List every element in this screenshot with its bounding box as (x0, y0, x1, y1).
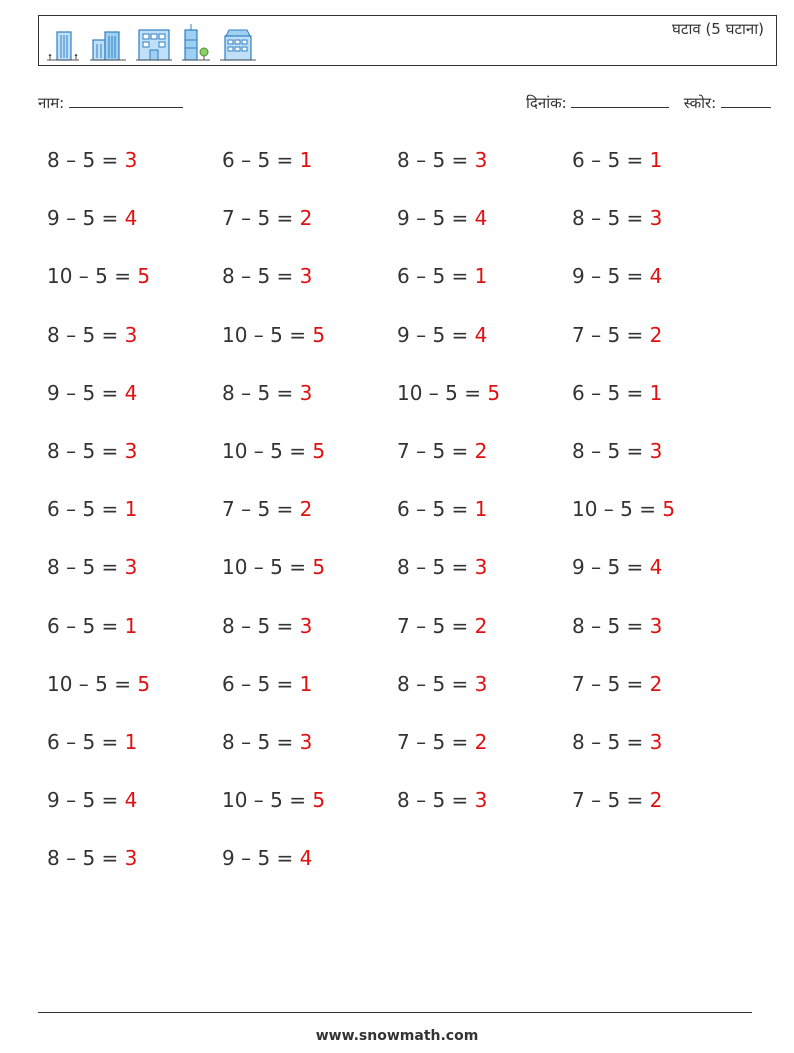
problem-item (222, 378, 397, 436)
problem-question: 8 – 5 = (47, 438, 125, 463)
problem-item (222, 145, 397, 203)
name-blank[interactable] (69, 93, 183, 108)
problem-question: 10 – 5 = (47, 671, 138, 696)
problem-answer: 2 (299, 497, 313, 522)
problem-question: 10 – 5 = (222, 555, 313, 580)
problem-question: 7 – 5 = (222, 497, 300, 522)
problem-item (47, 611, 222, 669)
problem-item (47, 203, 222, 261)
problem-answer: 4 (299, 846, 313, 871)
problem-answer: 2 (474, 613, 488, 638)
problem-answer: 1 (474, 497, 488, 522)
problem-answer: 2 (649, 322, 663, 347)
problem-question: 10 – 5 = (47, 264, 138, 289)
problem-item (397, 320, 572, 378)
problem-answer: 4 (124, 380, 138, 405)
problem-answer: 4 (649, 555, 663, 580)
problem-answer: 3 (474, 671, 488, 696)
problem-item (47, 727, 222, 785)
problem-question: 7 – 5 = (222, 206, 300, 231)
header-icons (45, 22, 257, 62)
problem-item (222, 727, 397, 785)
problem-question: 9 – 5 = (572, 264, 650, 289)
building-icon (45, 26, 81, 62)
problem-answer: 2 (299, 206, 313, 231)
problem-answer: 3 (299, 264, 313, 289)
problem-answer: 3 (124, 555, 138, 580)
problem-question: 6 – 5 = (572, 380, 650, 405)
problem-item (47, 378, 222, 436)
problem-item (222, 843, 397, 901)
problem-answer: 1 (299, 671, 313, 696)
problem-question: 9 – 5 = (47, 788, 125, 813)
problem-item (572, 145, 747, 203)
footer-divider (38, 1012, 752, 1013)
building-icon (219, 24, 257, 62)
name-label: नाम: (38, 94, 65, 112)
problem-question: 9 – 5 = (47, 380, 125, 405)
problem-answer: 5 (487, 380, 501, 405)
problem-item (222, 785, 397, 843)
problem-question: 6 – 5 = (397, 264, 475, 289)
problem-question: 6 – 5 = (47, 729, 125, 754)
problem-answer: 4 (474, 206, 488, 231)
problem-item (222, 494, 397, 552)
problem-item (47, 785, 222, 843)
worksheet-header (38, 15, 777, 66)
name-field[interactable] (38, 93, 183, 113)
problem-item (397, 378, 572, 436)
problem-question: 7 – 5 = (572, 788, 650, 813)
problem-item (397, 727, 572, 785)
problem-item (222, 669, 397, 727)
building-icon (181, 22, 211, 62)
worksheet-title: घटाव (5 घटाना) (672, 20, 764, 38)
problem-question: 7 – 5 = (397, 613, 475, 638)
problem-item (222, 320, 397, 378)
problem-question: 9 – 5 = (397, 206, 475, 231)
problem-answer: 1 (299, 148, 313, 172)
problem-question: 8 – 5 = (222, 380, 300, 405)
problem-question: 6 – 5 = (47, 613, 125, 638)
problem-item (572, 203, 747, 261)
date-blank[interactable] (571, 93, 669, 108)
problem-item (47, 436, 222, 494)
problem-item (222, 203, 397, 261)
problem-item (572, 727, 747, 785)
problem-answer: 3 (124, 148, 138, 172)
problem-question: 6 – 5 = (47, 497, 125, 522)
problem-answer: 3 (299, 613, 313, 638)
problem-answer: 2 (649, 671, 663, 696)
problem-question: 8 – 5 = (397, 555, 475, 580)
score-label: स्कोर: (683, 94, 717, 112)
problem-item (222, 261, 397, 319)
problem-item (572, 494, 747, 552)
problem-answer: 5 (312, 322, 326, 347)
problem-question: 8 – 5 = (47, 555, 125, 580)
problem-question: 10 – 5 = (222, 322, 313, 347)
problem-answer: 5 (137, 264, 151, 289)
problem-question: 10 – 5 = (572, 497, 663, 522)
problem-question: 7 – 5 = (572, 322, 650, 347)
problem-question: 9 – 5 = (572, 555, 650, 580)
problem-question: 9 – 5 = (397, 322, 475, 347)
problem-answer: 3 (474, 788, 488, 813)
problem-answer: 3 (299, 380, 313, 405)
problem-item (572, 320, 747, 378)
problem-answer: 1 (474, 264, 488, 289)
problem-answer: 5 (137, 671, 151, 696)
problem-item (222, 436, 397, 494)
problem-item (572, 261, 747, 319)
problem-item (572, 669, 747, 727)
problem-answer: 1 (124, 729, 138, 754)
problem-answer: 4 (474, 322, 488, 347)
problem-answer: 4 (649, 264, 663, 289)
problem-question: 8 – 5 = (47, 846, 125, 871)
problem-answer: 3 (299, 729, 313, 754)
problem-item (47, 669, 222, 727)
problem-item (572, 378, 747, 436)
problem-question: 10 – 5 = (222, 438, 313, 463)
problem-question: 8 – 5 = (397, 788, 475, 813)
problem-question: 8 – 5 = (572, 729, 650, 754)
problem-answer: 4 (124, 788, 138, 813)
problem-item (222, 611, 397, 669)
problem-answer: 1 (124, 497, 138, 522)
problem-item (572, 785, 747, 843)
problem-question: 8 – 5 = (222, 729, 300, 754)
problem-item (397, 611, 572, 669)
problem-answer: 3 (124, 322, 138, 347)
problem-item (47, 320, 222, 378)
problem-question: 8 – 5 = (397, 148, 475, 172)
date-score-fields (526, 93, 771, 113)
problem-item (397, 785, 572, 843)
problem-question: 6 – 5 = (222, 148, 300, 172)
problem-answer: 5 (312, 788, 326, 813)
problem-item (397, 145, 572, 203)
problem-answer: 1 (124, 613, 138, 638)
problem-item (222, 552, 397, 610)
problem-answer: 2 (649, 788, 663, 813)
problem-question: 10 – 5 = (397, 380, 488, 405)
problem-question: 8 – 5 = (222, 264, 300, 289)
problem-item (397, 203, 572, 261)
problem-answer: 3 (649, 613, 663, 638)
problem-answer: 3 (474, 555, 488, 580)
problem-question: 6 – 5 = (572, 148, 650, 172)
problem-answer: 3 (649, 438, 663, 463)
problem-answer: 3 (649, 206, 663, 231)
problem-item (47, 494, 222, 552)
building-icon (89, 26, 127, 62)
problem-answer: 1 (649, 380, 663, 405)
problem-answer: 5 (312, 438, 326, 463)
problem-item (572, 552, 747, 610)
problem-question: 10 – 5 = (222, 788, 313, 813)
date-label: दिनांक: (526, 94, 567, 112)
problem-answer: 3 (124, 846, 138, 871)
problem-question: 8 – 5 = (572, 206, 650, 231)
problem-question: 7 – 5 = (397, 438, 475, 463)
problem-question: 8 – 5 = (572, 438, 650, 463)
problem-answer: 5 (312, 555, 326, 580)
problem-answer: 2 (474, 729, 488, 754)
problem-item (47, 145, 222, 203)
problem-question: 7 – 5 = (397, 729, 475, 754)
problem-answer: 2 (474, 438, 488, 463)
building-icon (135, 24, 173, 62)
problem-question: 8 – 5 = (47, 322, 125, 347)
problem-item (572, 436, 747, 494)
problem-question: 9 – 5 = (47, 206, 125, 231)
problem-item (397, 552, 572, 610)
problem-answer: 4 (124, 206, 138, 231)
problem-question: 6 – 5 = (222, 671, 300, 696)
problem-item (47, 843, 222, 901)
problem-item (572, 611, 747, 669)
problem-answer: 3 (474, 148, 488, 172)
score-blank[interactable] (721, 93, 771, 108)
footer-url[interactable]: www.snowmath.com (315, 1028, 479, 1044)
problem-item (397, 436, 572, 494)
problem-item (397, 261, 572, 319)
problem-question: 8 – 5 = (397, 671, 475, 696)
problem-question: 8 – 5 = (222, 613, 300, 638)
problem-question: 6 – 5 = (397, 497, 475, 522)
problem-question: 8 – 5 = (572, 613, 650, 638)
problem-grid (47, 145, 747, 901)
problem-item (397, 494, 572, 552)
problem-question: 9 – 5 = (222, 846, 300, 871)
problem-answer: 3 (124, 438, 138, 463)
problem-question: 7 – 5 = (572, 671, 650, 696)
problem-answer: 5 (662, 497, 676, 522)
problem-item (47, 261, 222, 319)
problem-item (47, 552, 222, 610)
problem-answer: 1 (649, 148, 663, 172)
problem-question: 8 – 5 = (47, 148, 125, 172)
problem-answer: 3 (649, 729, 663, 754)
problem-item (397, 669, 572, 727)
